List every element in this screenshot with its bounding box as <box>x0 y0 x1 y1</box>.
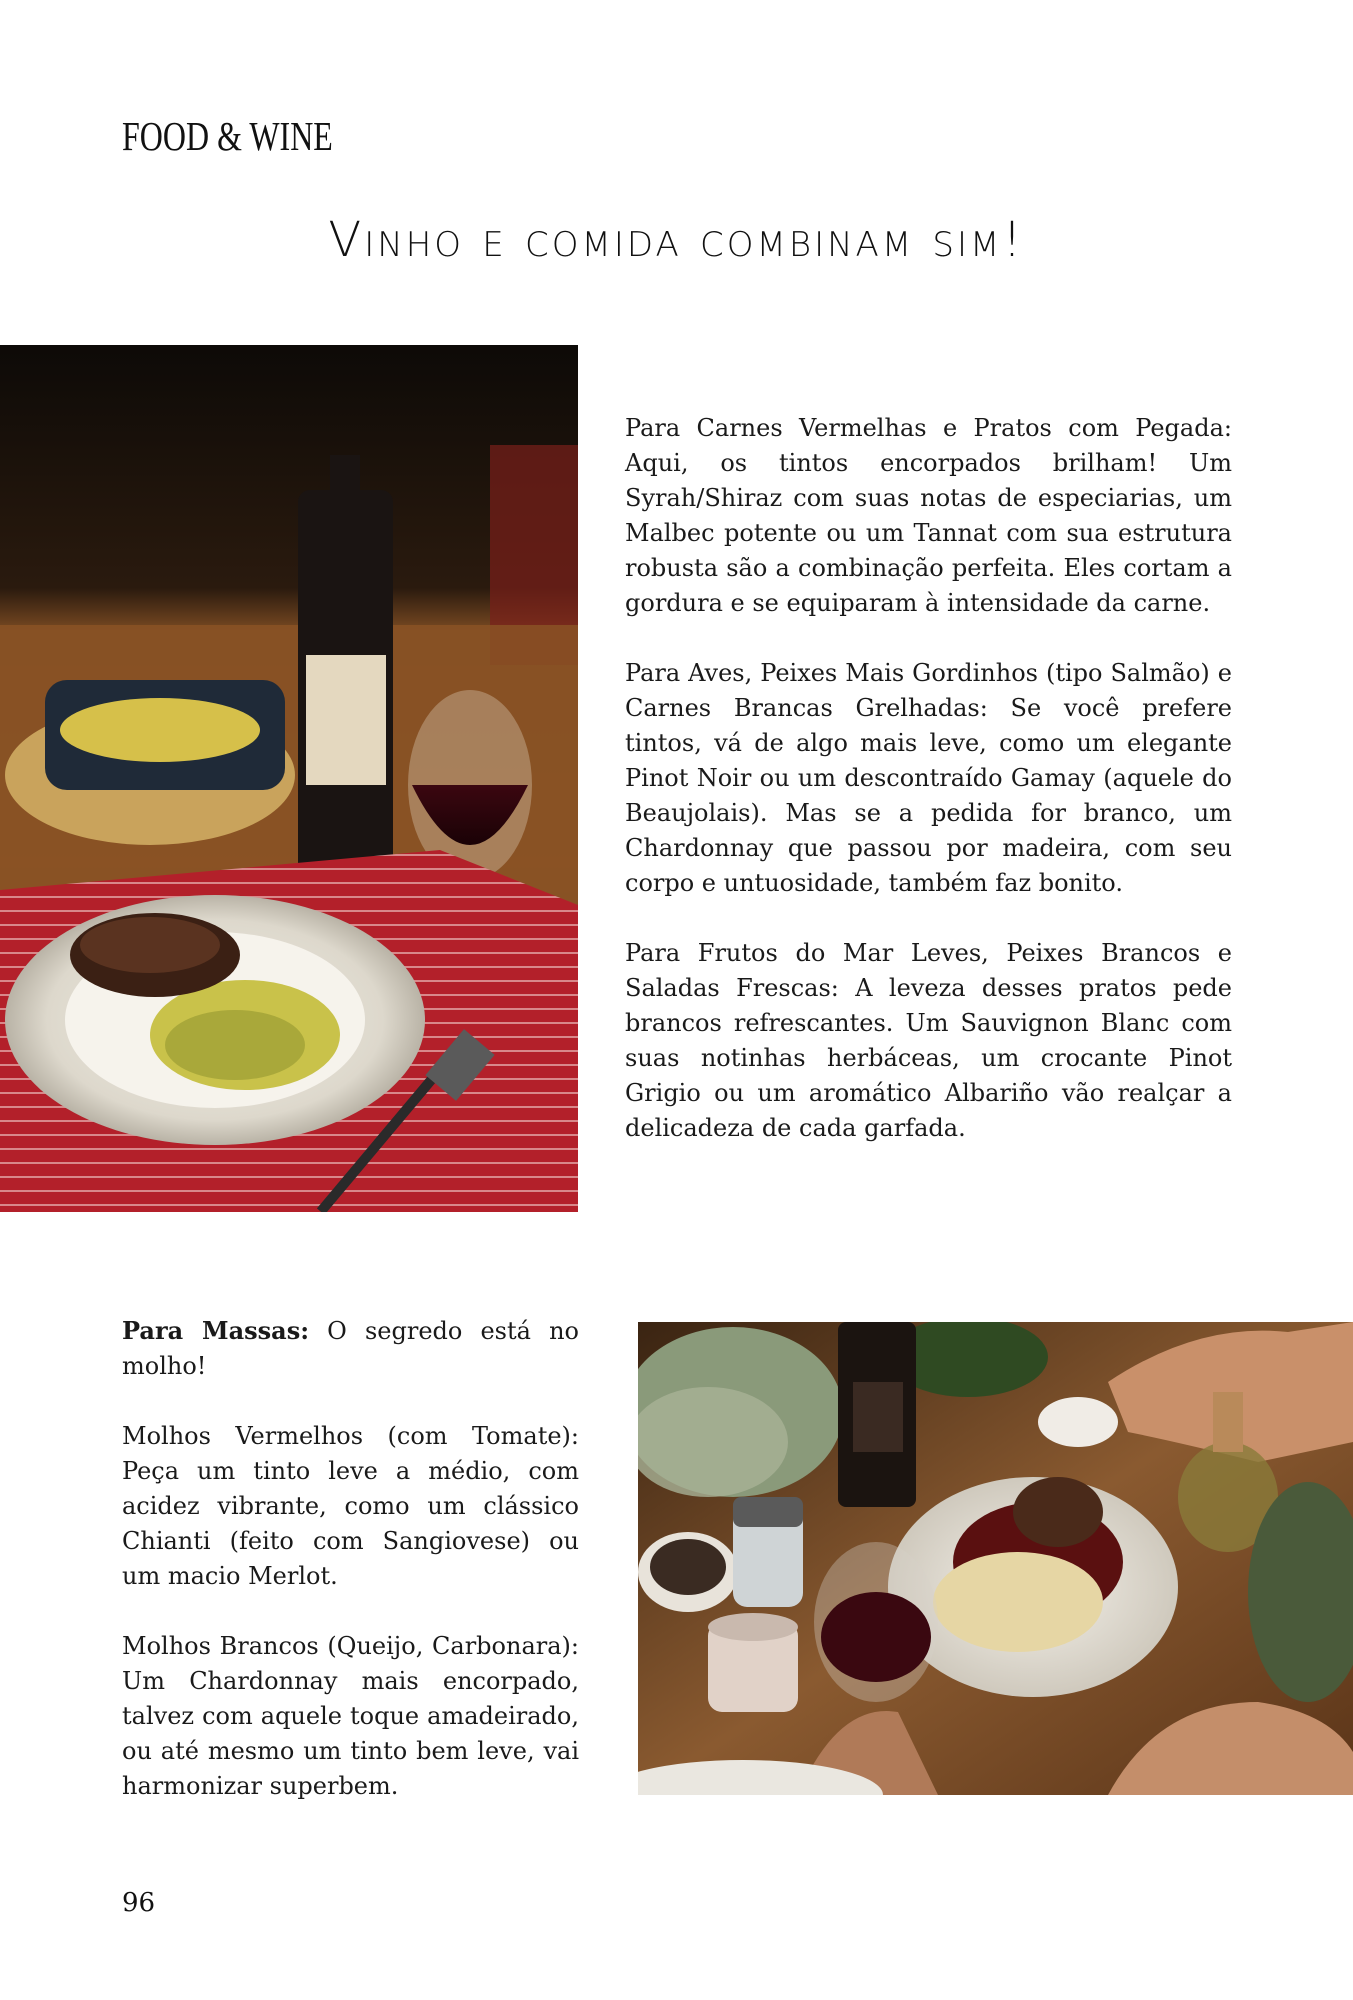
steak-dinner-photo <box>0 345 578 1212</box>
paragraph-red-meats: Para Carnes Vermelhas e Pratos com Pegada: Aqui, os tintos encorpados brilham! Um Syrah/Shiraz com suas notas de especiarias, um Malbec potente ou um Tannat com sua estrutura robusta são a combinação perfeita. Eles cortam a gordura e se equiparam à intensidade da carne. <box>625 414 1232 617</box>
paragraph-white-sauces: Molhos Brancos (Queijo, Carbonara): Um Chardonnay mais encorpado, talvez com aquele toque amadeirado, ou até mesmo um tinto bem leve, vai harmonizar superbem. <box>122 1632 579 1800</box>
page-title: Vinho e comida combinam sim! <box>328 212 1025 268</box>
pasta-pairing-text <box>122 1313 579 1804</box>
pasta-intro: O segredo está no molho! <box>122 1317 579 1380</box>
page-number: 96 <box>122 1888 156 1918</box>
paragraph-poultry-fish: Para Aves, Peixes Mais Gordinhos (tipo Salmão) e Carnes Brancas Grelhadas: Se você prefere tintos, vá de algo mais leve, como um elegante Pinot Noir ou um descontraído Gamay (aquele do Beaujolais). Mas se a pedida for branco, um Chardonnay que passou por madeira, com seu corpo e untuosidade, também faz bonito. <box>625 659 1232 897</box>
magazine-logo: FOOD & WINE <box>122 113 333 159</box>
pasta-heading: Para Massas: <box>122 1316 310 1345</box>
paragraph-red-sauces: Molhos Vermelhos (com Tomate): Peça um tinto leve a médio, com acidez vibrante, como um clássico Chianti (feito com Sangiovese) ou um macio Merlot. <box>122 1422 579 1590</box>
paragraph-pasta <box>122 1313 579 1384</box>
ravioli-dinner-photo <box>638 1322 1353 1795</box>
wine-pairing-text <box>625 411 1232 1146</box>
paragraph-seafood-salads: Para Frutos do Mar Leves, Peixes Brancos e Saladas Frescas: A leveza desses pratos pede brancos refrescantes. Um Sauvignon Blanc com suas notinhas herbáceas, um crocante Pinot Grigio ou um aromático Albariño vão realçar a delicadeza de cada garfada. <box>625 939 1232 1142</box>
